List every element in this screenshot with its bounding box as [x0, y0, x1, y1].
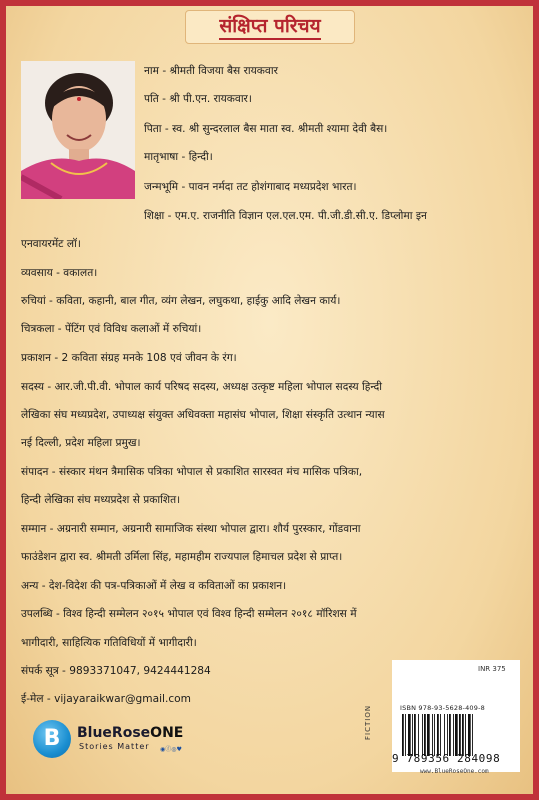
publisher-name-b: ONE	[150, 725, 184, 741]
info-line-name: नाम - श्रीमती विजया बैस रायकवार	[144, 65, 278, 77]
info-line-other: अन्य - देश-विदेश की पत्र-पत्रिकाओं में लेख व कविताओं का प्रकाशन।	[21, 580, 287, 592]
isbn-text: ISBN 978-93-5628-409-8	[400, 704, 485, 712]
info-line-husband: पति - श्री पी.एन. रायकवार।	[144, 93, 252, 105]
publisher-logo-icon	[33, 720, 71, 758]
info-line-achievement-2: भागीदारी, साहित्यिक गतिविधियों में भागीदारी।	[21, 637, 197, 649]
info-line-honors-2: फाउंडेशन द्वारा स्व. श्रीमती उर्मिला सिंह, महामहीम राज्यपाल हिमाचल प्रदेश से प्राप्त।	[21, 551, 343, 563]
info-line-contact: संपर्क सूत्र - 9893371047, 9424441284	[21, 665, 211, 677]
author-photo	[21, 61, 135, 199]
info-line-membership-2: लेखिका संघ मध्यप्रदेश, उपाध्यक्ष संयुक्त अधिवक्ता महासंघ भोपाल, शिक्षा संस्कृति उत्थान न्यास	[21, 409, 385, 421]
title-box	[185, 10, 355, 44]
publisher-name-a: BlueRose	[77, 725, 151, 741]
publisher-logo-mark: B	[43, 726, 61, 751]
info-line-birthplace: जन्मभूमि - पावन नर्मदा तट होशंगाबाद मध्यप्रदेश भारत।	[144, 181, 357, 193]
info-line-publication: प्रकाशन - 2 कविता संग्रह मनके 108 एवं जीवन के रंग।	[21, 352, 237, 364]
publisher-tagline: Stories Matter	[79, 742, 150, 751]
info-line-painting: चित्रकला - पेंटिंग एवं विविध कलाओं में रुचियां।	[21, 323, 202, 335]
info-line-interests: रुचियां - कविता, कहानी, बाल गीत, व्यंग लेखन, लघुकथा, हाईकु आदि लेखन कार्य।	[21, 295, 341, 307]
info-line-language: मातृभाषा - हिन्दी।	[144, 151, 213, 163]
info-line-profession: व्यवसाय - वकालत।	[21, 267, 98, 279]
info-line-honors-1: सम्मान - अग्रनारी सम्मान, अग्रनारी सामाजिक संस्था भोपाल द्वारा। शौर्य पुरस्कार, गोंडवाना	[21, 523, 361, 535]
info-line-membership-1: सदस्य - आर.जी.पी.वी. भोपाल कार्य परिषद सदस्य, अध्यक्ष उत्कृष्ट महिला भोपाल सदस्य हिन्दी	[21, 381, 382, 393]
info-line-membership-3: नई दिल्ली, प्रदेश महिला प्रमुख।	[21, 437, 141, 449]
info-line-email: ई-मेल - vijayaraikwar@gmail.com	[21, 693, 191, 705]
barcode-digits: 9 789356 284098	[392, 752, 501, 765]
genre-label: FICTION	[364, 704, 372, 740]
info-line-father: पिता - स्व. श्री सुन्दरलाल बैस माता स्व. श्रीमती श्यामा देवी बैस।	[144, 123, 388, 135]
page-title: संक्षिप्त परिचय	[219, 14, 320, 40]
price-label: INR 375	[478, 665, 506, 673]
info-line-editing-2: हिन्दी लेखिका संघ मध्यप्रदेश से प्रकाशित।	[21, 494, 181, 506]
info-line-education: शिक्षा - एम.ए. राजनीति विज्ञान एल.एल.एम. पी.जी.डी.सी.ए. डिप्लोमा इन	[144, 210, 427, 222]
social-icons: ◉ⓕ◎♥	[160, 746, 182, 753]
info-line-editing-1: संपादन - संस्कार मंथन त्रैमासिक पत्रिका भोपाल से प्रकाशित सारस्वत मंच मासिक पत्रिका,	[21, 466, 363, 478]
info-line-education-cont: एनवायरमेंट लॉ।	[21, 238, 81, 250]
publisher-name	[77, 725, 183, 741]
publisher-url: www.BlueRoseOne.com	[420, 768, 489, 775]
barcode-bars	[402, 714, 514, 756]
info-line-achievement-1: उपलब्धि - विश्व हिन्दी सम्मेलन २०१५ भोपाल एवं विश्व हिन्दी सम्मेलन २०१८ मॉरिशस में	[21, 608, 357, 620]
